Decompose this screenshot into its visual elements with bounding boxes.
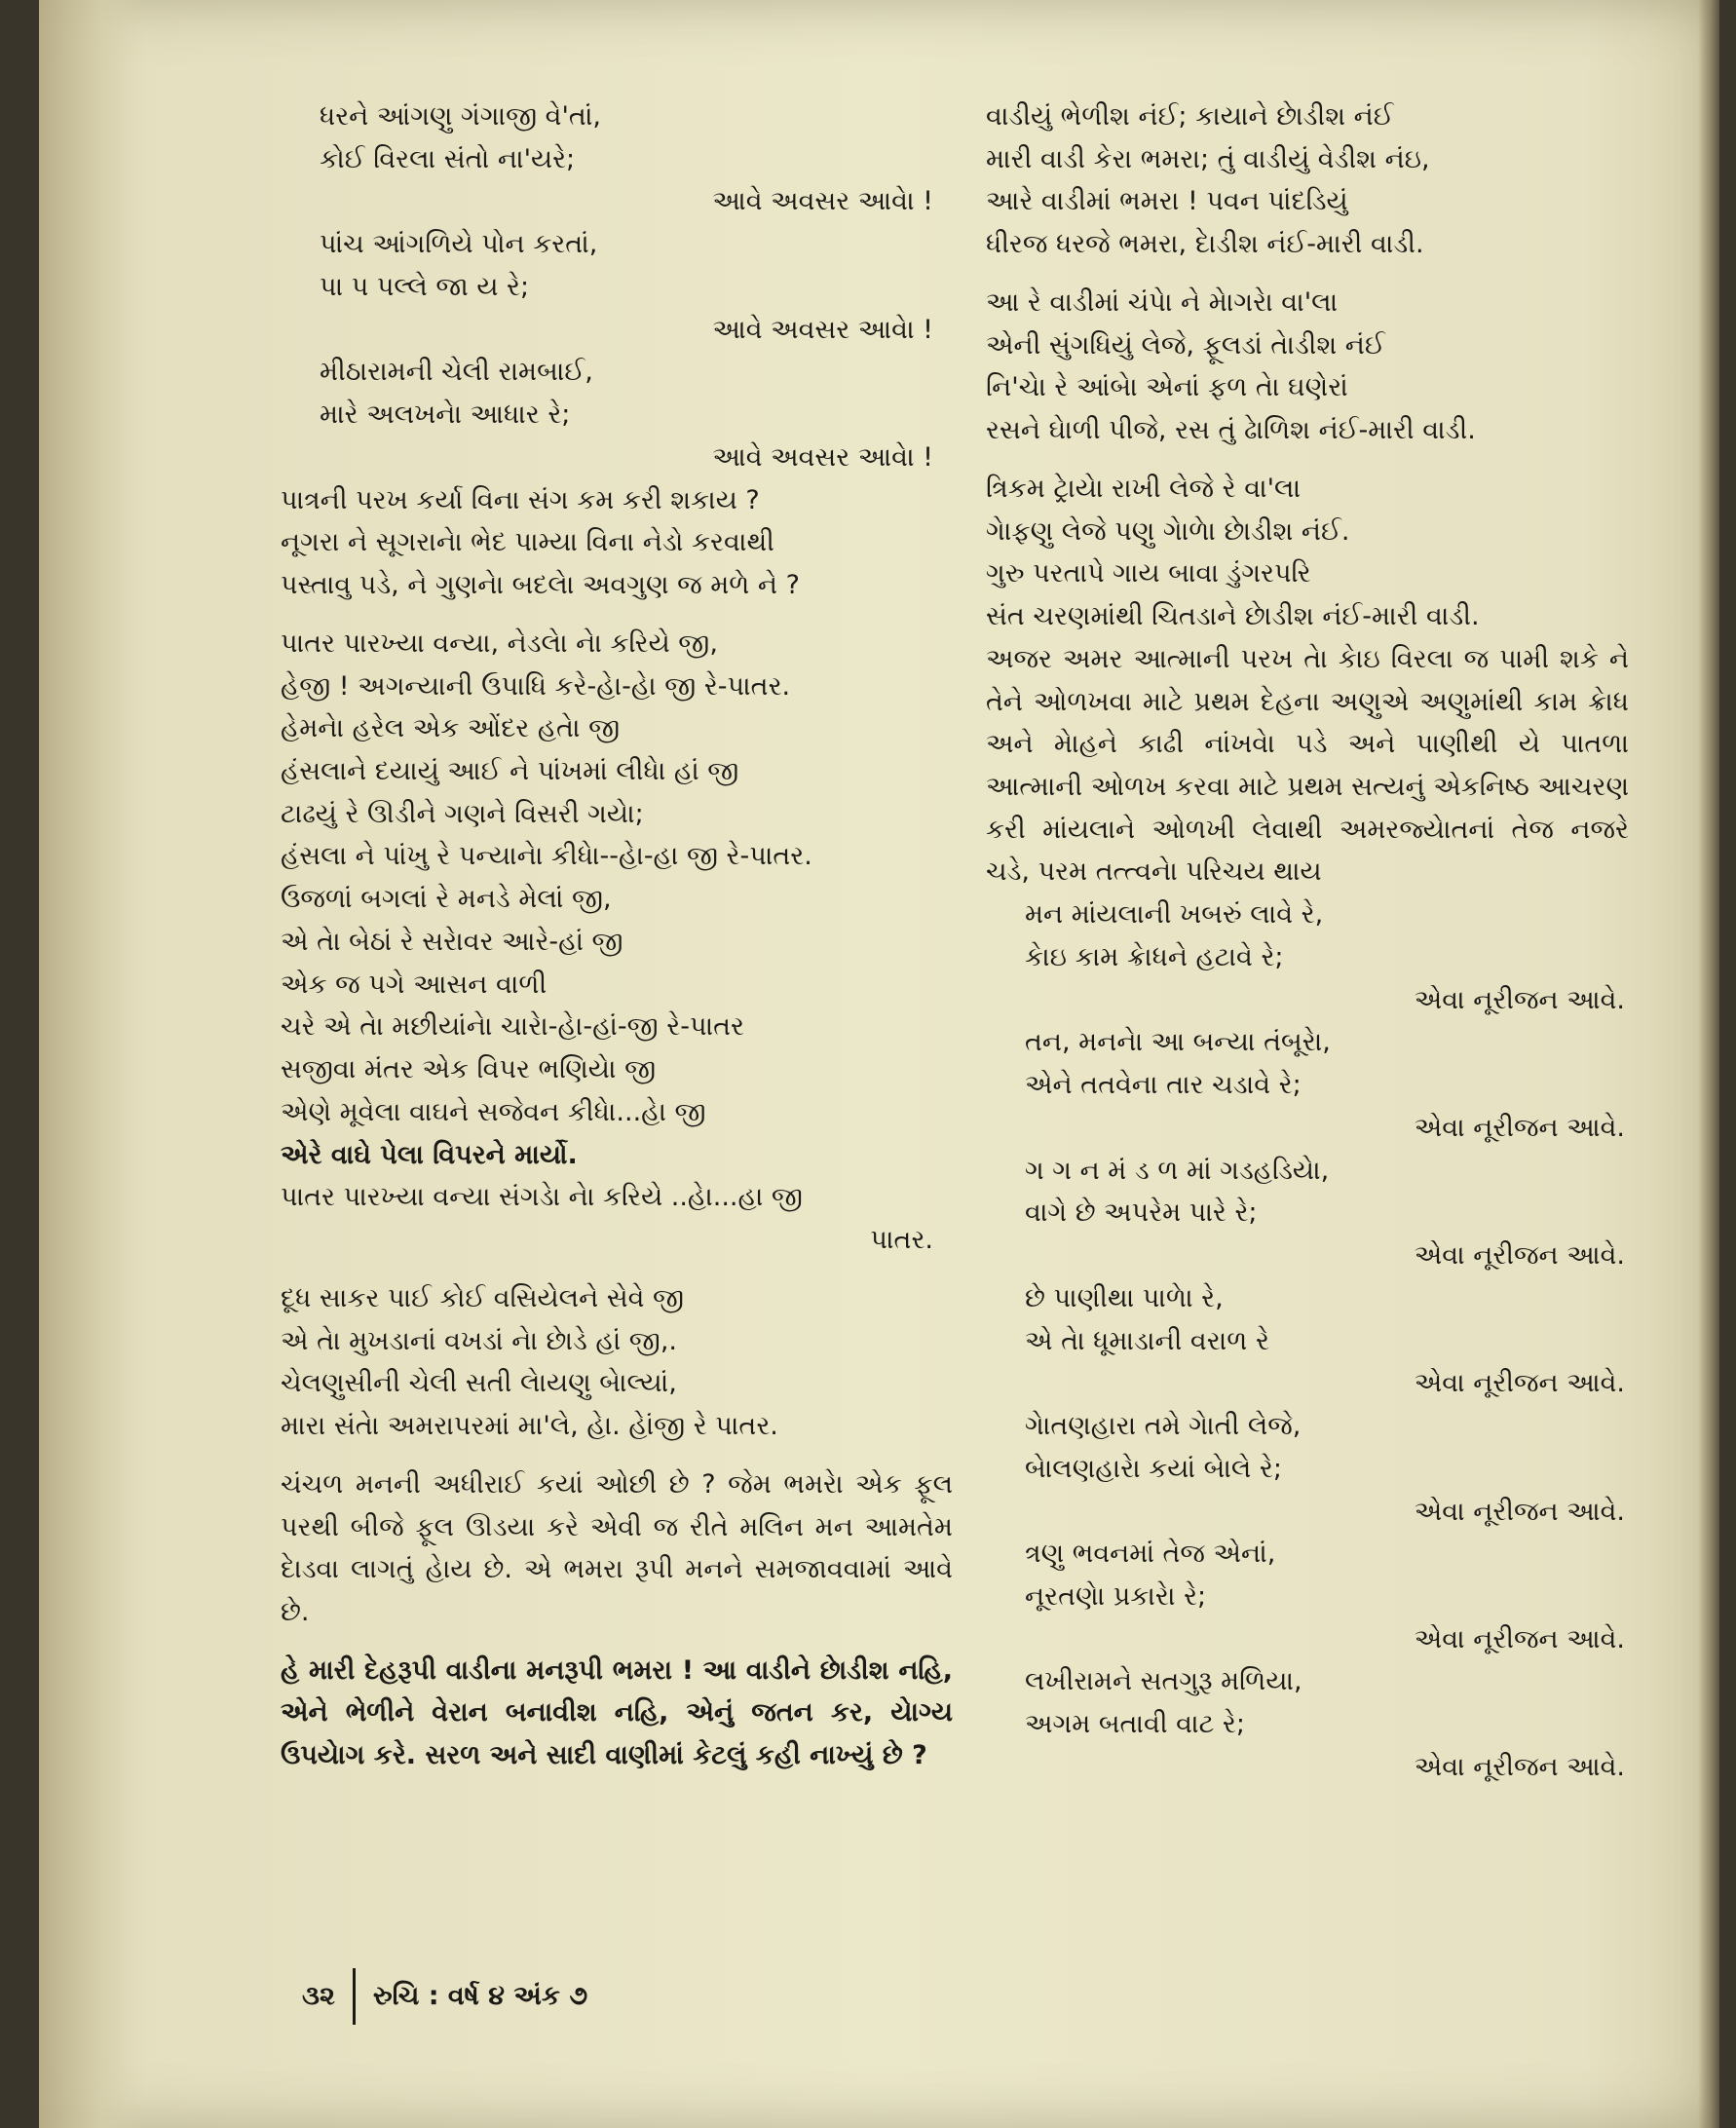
verse-line: રસને ઘેાળી પીજે, રસ તું ઢેાળિશ નંઈ-મારી વાડી. [986,415,1476,446]
spacer [281,1262,953,1277]
verse-line: હેમનેા હરેલ એક ઓંદર હતેા જી [281,713,621,744]
verse-line: ગેાતણહારા તમે ગેાતી લેજે, [1025,1411,1302,1442]
prose-line: પસ્તાવુ પડે, ને ગુણનેા બદલેા અવગુણ જ મળે ને ? [281,570,800,601]
prose-paragraph: હે મારી દેહરૂપી વાડીના મનરૂપી ભમરા ! આ વાડીને છેાડીશ નહિ, એને ભેળીને વેરાન બનાવીશ નહિ, એનું જતન કર, યેાગ્ય ઉપયેાગ કરે. સરળ અને સાદી વાણીમાં કેટલું કહી નાખ્યું છે ? [281,1654,953,1771]
spacer [281,1634,953,1650]
refrain-line: એવા નૂરીજન આવે. [1414,1623,1625,1654]
verse-line: એણે મૂવેલા વાઘને સજેવન કીધેા...હેા જી [281,1096,706,1127]
prose-paragraph: અજર અમર આત્માની પરખ તેા કેાઇ વિરલા જ પામી શકે ને તેને ઓળખવા માટે પ્રથમ દેહના અણુએ અણુમાંથી કામ ક્રેાધ અને મેાહને કાઢી નાંખવેા પડે અને પાણીથી યે પાતળા આત્માની ઓળખ કરવા માટે પ્રથમ સત્યનું એકનિષ્ઠ આચરણ કરી માંયલાને ઓળખી લેવાથી અમરજ્યેાતનાં તેજ નજરે ચડે, પરમ તત્ત્વનેા પરિચય થાય [986,643,1629,888]
verse-line: એ તેા ધૂમાડાની વરાળ રે [1025,1325,1269,1356]
verse-line: પા પ પલ્લે જા ય રે; [320,271,530,302]
verse-line: દૂધ સાકર પાઈ કોઈ વસિયેલને સેવે જી [281,1282,685,1313]
book-page [39,0,1719,2128]
verse-line: ગેાફણુ લેજે પણુ ગેાળેા છેાડીશ નંઈ. [986,515,1350,547]
verse-line: તન, મનનેા આ બન્યા તંબૂરેા, [1025,1027,1331,1058]
verse-line: વાગે છે અપરેમ પારે રે; [1025,1197,1258,1229]
refrain-line: એવા નૂરીજન આવે. [1414,1496,1625,1527]
spacer [986,266,1629,282]
verse-line: મીઠારામની ચેલી રામબાઈ, [320,357,593,388]
spacer [281,607,953,623]
prose-line: નૂગરા ને સૂગરાનેા ભેદ પામ્યા વિના નેડો કરવાથી [281,527,774,558]
verse-line: હેજી ! અગન્યાની ઉપાધિ કરે-હેા-હેા જી રે-પાતર. [281,670,791,702]
refrain-line: એવા નૂરીજન આવે. [1414,1368,1625,1399]
verse-line: એ તેા મુખડાનાં વખડાં નેા છેાડે હાં જી,. [281,1325,677,1356]
verse-line: ચરે એ તેા મછીયાંનેા ચારેા-હેા-હાં-જી રે-પાતર [281,1011,744,1043]
verse-line: ગુરુ પરતાપે ગાય બાવા ડુંગરપરિ [986,558,1311,589]
verse-line: એરે વાઘે પેલા વિપરને માર્યો. [281,1139,578,1170]
verse-line: આ રે વાડીમાં ચંપેા ને મેાગરેા વા'લા [986,286,1339,318]
verse-line: ધીરજ ધરજે ભમરા, દેાડીશ નંઈ-મારી વાડી. [986,229,1424,260]
refrain-line: એવા નૂરીજન આવે. [1414,1751,1625,1782]
footer-divider [353,1968,356,2025]
verse-line: અગમ બતાવી વાટ રે; [1025,1709,1245,1740]
verse-line: ઉજળાં બગલાં રે મનડે મેલાં જી, [281,884,612,915]
verse-line: કોઈ વિરલા સંતો ના'યરે; [320,143,576,174]
verse-line: બેાલણહારેા કયાં બેાલે રે; [1025,1453,1282,1484]
verse-line: પાંચ આંગળિયે પોન કરતાં, [320,229,598,260]
spacer [986,452,1629,468]
refrain-line: એવા નૂરીજન આવે. [1414,1112,1625,1143]
verse-line: સજીવા મંતર એક વિપર ભણિયેા જી [281,1054,657,1085]
verse-line: સંત ચરણમાંથી ચિતડાને છેાડીશ નંઈ-મારી વાડી. [986,601,1480,632]
verse-line: ત્રણુ ભવનમાં તેજ એનાં, [1025,1539,1276,1570]
verse-line: એક જ પગે આસન વાળી [281,969,547,1000]
verse-line: મન માંયલાની ખબરું લાવે રે, [1025,899,1324,931]
verse-line: ચેલણુસીની ચેલી સતી લેાયણુ બેાલ્યાં, [281,1368,677,1399]
prose-paragraph: ચંચળ મનની અધીરાઈ કયાં ઓછી છે ? જેમ ભમરેા એક ફૂલ પરથી બીજે ફૂલ ઊડયા કરે એવી જ રીતે મલિન મન આમતેમ દેાડવા લાગતું હેાય છે. એ ભમરા રૂપી મનને સમજાવવામાં આવે છે. [281,1468,953,1627]
spacer [281,1448,953,1463]
prose-line: પાત્રની પરખ કર્યા વિના સંગ કમ કરી શકાય ? [281,484,760,515]
refrain-line: એવા નૂરીજન આવે. [1414,1240,1625,1272]
verse-line: ત્રિકમ ટ્રેાયેા રાખી લેજે રે વા'લા [986,473,1302,504]
verse-line: મારા સંતેા અમરાપરમાં મા'લે, હેા. હેાંજી રે પાતર. [281,1411,778,1442]
verse-line: મારે અલખનેા આધાર રે; [320,399,571,431]
verse-line: લખીરામને સતગુરૂ મળિયા, [1025,1666,1302,1697]
verse-line: નિ'ચેા રે આંબેા એનાં ફળ તેા ઘણેરાં [986,372,1348,403]
left-column [281,95,953,1777]
verse-line: હંસલા ને પાંખુ રે પન્યાનેા કીધેા--હેા-હા જી રે-પાતર. [281,841,812,872]
verse-line: એને તતવેના તાર ચડાવે રે; [1025,1070,1302,1101]
page-right-edge [1698,0,1719,2128]
verse-line: આરે વાડીમાં ભમરા ! પવન પાંદડિયું [986,186,1348,217]
verse-line: ટાઢયું રે ઊડીને ગણને વિસરી ગયેા; [281,798,644,829]
verse-line: પાતર પારખ્યા વન્યા સંગડેા નેા કરિયે ..હેા...હા જી [281,1182,803,1213]
verse-line: વાડીયું ભેળીશ નંઈ; કાયાને છેાડીશ નંઈ [986,101,1394,132]
page-footer [302,1968,587,2025]
verse-line: નૂરતણેા પ્રકારેા રે; [1025,1580,1207,1612]
verse-line: ધરને આંગણુ ગંગાજી વે'તાં, [320,101,602,132]
refrain-line: આવે અવસર આવેા ! [712,186,933,217]
refrain-line: આવે અવસર આવેા ! [712,314,933,345]
page-number: ૩૨ [302,1981,335,2011]
verse-line: એની સુંગધિયું લેજે, ફૂલડાં તેાડીશ નંઈ [986,329,1385,361]
verse-line: પાતર પારખ્યા વન્યા, નેડલેા નેા કરિયે જી, [281,627,718,659]
right-column [986,95,1629,1789]
refrain-line: આવે અવસર આવેા ! [712,441,933,473]
refrain-line: એવા નૂરીજન આવે. [1414,984,1625,1015]
verse-line: છે પાણીથા પાળેા રે, [1025,1282,1224,1313]
page-spine-shadow [39,0,146,2128]
verse-line: ગ ગ ન મં ડ ળ માં ગડહડિયેા, [1025,1155,1330,1186]
refrain-line: પાતર. [870,1225,933,1256]
verse-line: હંસલાને દયાયું આઈ ને પાંખમાં લીધેા હાં જી [281,756,739,787]
verse-line: કેાઇ કામ ક્રેાધને હટાવે રે; [1025,941,1284,972]
verse-line: એ તેા બેઠાં રે સરેાવર આરે-હાં જી [281,926,623,957]
verse-line: મારી વાડી કેરા ભમરા; તું વાડીયું વેડીશ નંઇ, [986,143,1430,174]
journal-issue: રુચિ : વર્ષ ૪ અંક ૭ [372,1981,588,2011]
